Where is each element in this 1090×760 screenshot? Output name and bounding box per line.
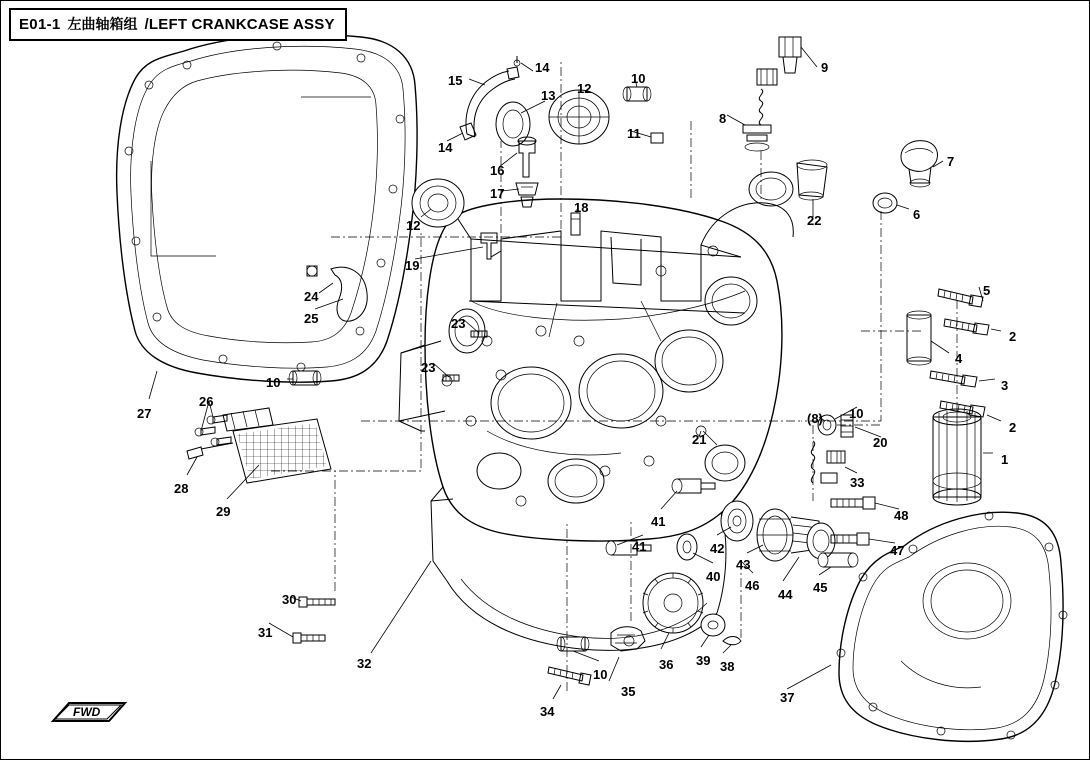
callout-13: 13 [541,88,556,103]
callout-37: 37 [780,690,795,705]
shift-lever-35 [611,627,645,651]
callout-16: 16 [490,163,505,178]
bushing-40 [677,534,697,560]
callout-2b: 2 [1009,420,1017,435]
callout-44: 44 [778,587,793,602]
callout-14b: 14 [438,140,453,155]
callout-10c: 10 [849,406,864,421]
callout-14a: 14 [535,60,550,75]
oil-strainer-screen [187,408,331,483]
dowel-pin-10-left [289,371,321,385]
callout-8-parenthetical: (8) [807,411,823,426]
callout-33: 33 [850,475,865,490]
callout-11: 11 [627,126,641,141]
callout-10b: 10 [266,375,281,390]
leader-lines [149,47,1001,699]
callout-10d: 10 [593,667,608,682]
callout-36: 36 [659,657,674,672]
callout-22: 22 [807,213,822,228]
callout-12b: 12 [406,218,421,233]
spacer-4 [907,311,931,365]
callout-6: 6 [913,207,921,222]
callout-46: 46 [745,578,760,593]
bolt-3 [930,371,977,387]
shaft-45 [818,553,858,567]
callout-38: 38 [720,659,735,674]
left-crankcase-cover-gasket [117,34,420,382]
bolt-30 [299,597,335,607]
callout-19: 19 [405,258,420,273]
callout-4: 4 [955,351,963,366]
bolt-47 [831,533,869,545]
callout-1: 1 [1001,452,1009,467]
chain-tensioner-assembly [743,37,801,151]
left-crankcase-body [399,172,793,650]
construction-lines [271,61,957,691]
callout-32: 32 [357,656,372,671]
callout-28: 28 [174,481,189,496]
circlip-38 [723,637,741,645]
callout-39: 39 [696,653,711,668]
callout-12a: 12 [577,81,592,96]
bearing-seal [496,102,530,146]
callout-30: 30 [282,592,297,607]
oil-filter-element [933,409,981,505]
orientation-marker [47,693,129,731]
crank-position-sensor [516,137,538,207]
dowel-pin-10-top [623,87,651,101]
right-crankcase-cover-gasket [837,512,1067,741]
bearing-42 [721,501,753,541]
bolt-34 [548,667,591,685]
oil-filler-cap [901,141,938,187]
callout-29: 29 [216,504,231,519]
callout-5: 5 [983,283,991,298]
fwd-label: FWD [73,705,101,719]
callout-21: 21 [692,432,707,447]
callout-9: 9 [821,60,829,75]
callout-27: 27 [137,406,152,421]
callout-2a: 2 [1009,329,1017,344]
callout-8: 8 [719,111,727,126]
callout-26: 26 [199,394,214,409]
bolt-48 [831,497,875,509]
callout-18: 18 [574,200,589,215]
callout-10a: 10 [631,71,646,86]
bolt-31 [293,633,325,643]
callout-42: 42 [710,541,725,556]
callout-47: 47 [890,543,905,558]
callout-41b: 41 [632,539,647,554]
callout-24: 24 [304,289,319,304]
callout-17: 17 [490,186,505,201]
callout-43: 43 [736,557,751,572]
callout-31: 31 [258,625,273,640]
shaft-41-upper [672,479,715,493]
callout-35: 35 [621,684,636,699]
callout-23b: 23 [421,360,436,375]
callout-25: 25 [304,311,319,326]
rubber-plug-22 [797,160,827,200]
callout-3: 3 [1001,378,1009,393]
callout-20: 20 [873,435,888,450]
exploded-view-drawing [1,1,1090,760]
pin-11 [651,133,663,143]
washer-39 [701,614,725,636]
callout-7: 7 [947,154,955,169]
dowel-pin-18 [571,213,580,235]
callout-23a: 23 [451,316,466,331]
callout-41a: 41 [651,514,666,529]
callout-48: 48 [894,508,909,523]
callout-34: 34 [540,704,555,719]
bolt-2-upper [944,319,989,335]
o-ring-6 [873,193,897,213]
bolt-5 [938,289,983,307]
oil-pump-driven-gear [643,573,703,633]
diagram-code: E01-1 [19,16,61,33]
callout-15: 15 [448,73,463,88]
bearing-upper [549,90,609,144]
callout-40: 40 [706,569,721,584]
callout-45: 45 [813,580,828,595]
title-block [9,8,347,41]
diagram-title-cn: 左曲轴箱组 [67,16,138,32]
diagram-title-en: /LEFT CRANKCASE ASSY [144,16,335,33]
